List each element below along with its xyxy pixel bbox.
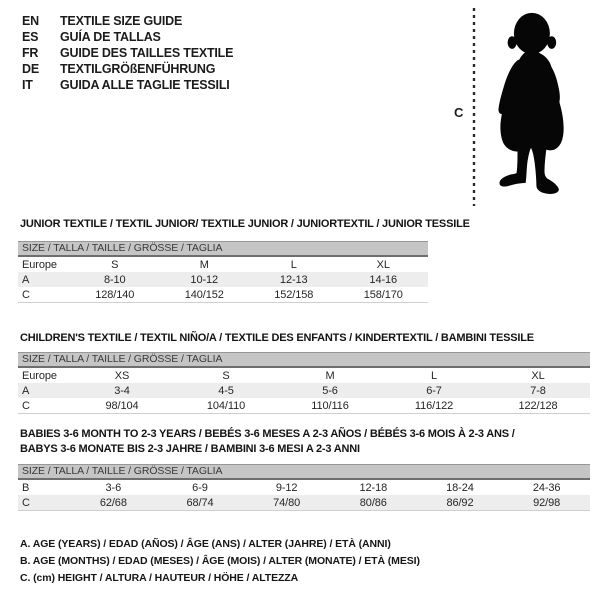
section-title: JUNIOR TEXTILE / TEXTIL JUNIOR/ TEXTILE JUNIOR / JUNIORTEXTIL / JUNIOR TESSILE bbox=[20, 218, 470, 230]
section-babies bbox=[18, 427, 590, 511]
size-cell: 9-12 bbox=[275, 481, 298, 494]
size-cell: M bbox=[325, 369, 335, 382]
table-row bbox=[18, 383, 590, 398]
size-cell: 14-16 bbox=[369, 273, 398, 286]
lang-row-de bbox=[22, 61, 233, 77]
table-row bbox=[18, 287, 428, 303]
size-cell: 24-36 bbox=[532, 481, 561, 494]
size-cell: 5-6 bbox=[322, 384, 338, 397]
language-title-block bbox=[22, 13, 233, 93]
size-cell: 158/170 bbox=[363, 288, 403, 301]
size-cell: 104/110 bbox=[206, 399, 246, 412]
table-row bbox=[18, 257, 428, 272]
legend-line-b: B. AGE (MONTHS) / EDAD (MESES) / ÂGE (MOIS) / ALTER (MONATE) / ETÀ (MESI) bbox=[20, 555, 420, 567]
row-label: B bbox=[22, 481, 30, 494]
size-cell: 92/98 bbox=[533, 496, 561, 509]
section-title: BABIES 3-6 MONTH TO 2-3 YEARS / BEBÉS 3-6 MESES A 2-3 AÑOS / BÉBÉS 3-6 MOIS À 2-3 ANS / bbox=[20, 428, 515, 440]
row-label: Europe bbox=[22, 369, 57, 382]
size-cell: S bbox=[222, 369, 230, 382]
section-title: CHILDREN'S TEXTILE / TEXTIL NIÑO/A / TEXTILE DES ENFANTS / KINDERTEXTIL / BAMBINI TESSILE bbox=[20, 332, 534, 344]
lang-code: IT bbox=[22, 78, 33, 92]
size-cell: 62/68 bbox=[99, 496, 127, 509]
row-label: C bbox=[22, 399, 30, 412]
baby-measure-figure bbox=[450, 0, 600, 215]
size-cell: 140/152 bbox=[184, 288, 224, 301]
size-cell: 86/92 bbox=[446, 496, 474, 509]
table-row bbox=[18, 495, 590, 511]
height-measure-label: C bbox=[454, 105, 464, 120]
row-label: C bbox=[22, 496, 30, 509]
lang-row-es bbox=[22, 29, 233, 45]
size-cell: 122/128 bbox=[518, 399, 558, 412]
measure-legend bbox=[20, 536, 420, 587]
children-size-table bbox=[18, 368, 590, 414]
size-cell: 3-6 bbox=[105, 481, 122, 494]
table-row bbox=[18, 368, 590, 383]
size-cell: 80/86 bbox=[359, 496, 387, 509]
size-cell: 4-5 bbox=[218, 384, 234, 397]
row-label: C bbox=[22, 288, 30, 301]
section-children bbox=[18, 331, 590, 414]
table-row bbox=[18, 480, 590, 495]
lang-row-it bbox=[22, 77, 233, 93]
size-cell: 12-18 bbox=[359, 481, 388, 494]
size-cell: 98/104 bbox=[105, 399, 139, 412]
size-cell: 3-4 bbox=[114, 384, 130, 397]
size-header-bar: SIZE / TALLA / TAILLE / GRÖSSE / TAGLIA bbox=[18, 352, 590, 368]
size-cell: M bbox=[199, 258, 209, 271]
size-cell: 128/140 bbox=[95, 288, 135, 301]
lang-code: ES bbox=[22, 30, 39, 44]
lang-row-fr bbox=[22, 45, 233, 61]
height-dashed-line bbox=[472, 8, 476, 206]
legend-line-a: A. AGE (YEARS) / EDAD (AÑOS) / ÂGE (ANS) / ALTER (JAHRE) / ETÀ (ANNI) bbox=[20, 538, 391, 550]
table-row bbox=[18, 398, 590, 414]
size-cell: 6-7 bbox=[426, 384, 442, 397]
row-label: Europe bbox=[22, 258, 57, 271]
row-label: A bbox=[22, 273, 30, 286]
lang-label: GUÍA DE TALLAS bbox=[60, 30, 161, 44]
size-cell: 6-9 bbox=[192, 481, 208, 494]
size-cell: 10-12 bbox=[190, 273, 219, 286]
size-cell: XL bbox=[376, 258, 390, 271]
size-header-bar: SIZE / TALLA / TAILLE / GRÖSSE / TAGLIA bbox=[18, 464, 590, 480]
size-cell: 116/122 bbox=[414, 399, 454, 412]
baby-silhouette-icon bbox=[486, 4, 594, 208]
size-cell: 74/80 bbox=[273, 496, 301, 509]
size-cell: 68/74 bbox=[186, 496, 214, 509]
section-junior bbox=[18, 217, 470, 303]
size-cell: XL bbox=[531, 369, 545, 382]
size-cell: 12-13 bbox=[279, 273, 308, 286]
lang-row-en bbox=[22, 13, 233, 29]
legend-line-c: C. (cm) HEIGHT / ALTURA / HAUTEUR / HÖHE / ALTEZZA bbox=[20, 572, 299, 584]
lang-code: EN bbox=[22, 14, 39, 28]
size-cell: 152/158 bbox=[274, 288, 314, 301]
section-title-line2: BABYS 3-6 MONATE BIS 2-3 JAHRE / BAMBINI 3-6 MESI A 2-3 ANNI bbox=[20, 443, 360, 455]
size-cell: 110/116 bbox=[311, 399, 349, 412]
junior-size-table bbox=[18, 257, 428, 303]
size-cell: 7-8 bbox=[530, 384, 546, 397]
size-cell: 18-24 bbox=[446, 481, 474, 494]
row-label: A bbox=[22, 384, 30, 397]
size-cell: L bbox=[290, 258, 297, 271]
babies-size-table bbox=[18, 480, 590, 511]
lang-label: GUIDE DES TAILLES TEXTILE bbox=[60, 46, 234, 60]
size-cell: XS bbox=[114, 369, 130, 382]
table-row bbox=[18, 272, 428, 287]
lang-label: GUIDA ALLE TAGLIE TESSILI bbox=[60, 78, 230, 92]
size-cell: S bbox=[111, 258, 119, 271]
size-header-bar: SIZE / TALLA / TAILLE / GRÖSSE / TAGLIA bbox=[18, 241, 428, 257]
lang-code: DE bbox=[22, 62, 39, 76]
lang-code: FR bbox=[22, 46, 39, 60]
size-cell: L bbox=[430, 369, 438, 382]
size-cell: 8-10 bbox=[103, 273, 126, 286]
lang-label: TEXTILE SIZE GUIDE bbox=[60, 14, 183, 28]
lang-label: TEXTILGRÖßENFÜHRUNG bbox=[60, 62, 216, 76]
